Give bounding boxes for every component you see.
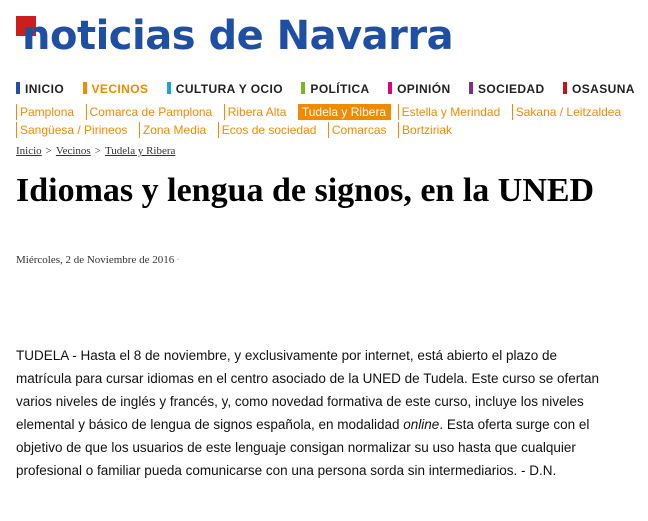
nav-item-osasuna[interactable] xyxy=(563,81,635,96)
nav-color-marker xyxy=(301,82,305,94)
nav-item-label: OPINIÓN xyxy=(397,82,451,96)
article-date-line xyxy=(16,254,180,266)
nav-color-marker xyxy=(469,82,473,94)
article-body-text: TUDELA - Hasta el 8 de noviembre, y exclusivamente por internet, está abierto el plazo de matrícula para cursar idiomas en el centro asociado de la UNED de Tudela. Este curso se ofertan varios niveles de inglés y francés, y, como novedad formativa de este curso, incluye los niveles elemental y básico de lengua de signos española, en modalidad xyxy=(16,348,600,432)
nav-item-label: SOCIEDAD xyxy=(478,82,545,96)
nav-color-marker xyxy=(388,82,392,94)
sub-nav-item-zona-media[interactable]: Zona Media xyxy=(139,122,211,138)
sub-nav-item-pamplona[interactable]: Pamplona xyxy=(16,104,79,120)
breadcrumb xyxy=(16,145,175,157)
nav-item-label: CULTURA Y OCIO xyxy=(175,82,283,96)
sub-nav-item-tudela-y-ribera[interactable]: Tudela y Ribera xyxy=(298,104,391,120)
nav-item-inicio[interactable] xyxy=(16,81,64,96)
nav-color-marker xyxy=(83,82,87,94)
site-logo[interactable] xyxy=(16,12,536,60)
sub-nav-row xyxy=(16,121,648,139)
nav-item-label: VECINOS xyxy=(91,82,149,96)
sub-nav-item-ribera-alta[interactable]: Ribera Alta xyxy=(224,104,292,120)
sub-nav-item-comarca-de-pamplona[interactable]: Comarca de Pamplona xyxy=(86,104,218,120)
sub-nav-item-comarcas[interactable]: Comarcas xyxy=(328,122,392,138)
breadcrumb-link-inicio[interactable]: Inicio xyxy=(16,145,42,157)
main-nav xyxy=(16,80,648,96)
nav-item-sociedad[interactable] xyxy=(469,81,545,96)
nav-item-label: OSASUNA xyxy=(572,82,635,96)
article-body xyxy=(16,344,606,482)
breadcrumb-separator: > xyxy=(45,145,52,157)
nav-color-marker xyxy=(16,82,20,94)
sub-nav xyxy=(16,103,648,139)
sub-nav-item-sanguesa-pirineos[interactable]: Sangüesa / Pirineos xyxy=(16,122,132,138)
article-body-text: . Esta oferta surge con el objetivo de que los usuarios de este lenguaje consigan normalizar su uso hasta que cualquier profesional o familiar pueda comunicarse con una persona sorda sin intermediarios. - D.N. xyxy=(16,417,590,478)
site-title: noticias de Navarra xyxy=(22,13,454,59)
date-dot-icon: · xyxy=(176,254,180,266)
nav-color-marker xyxy=(563,82,567,94)
breadcrumb-separator: > xyxy=(94,145,101,157)
sub-nav-item-estella-y-merindad[interactable]: Estella y Merindad xyxy=(398,104,506,120)
nav-item-politica[interactable] xyxy=(301,81,369,96)
sub-nav-item-bortziriak[interactable]: Bortziriak xyxy=(398,122,457,138)
sub-nav-item-sakana-leitzaldea[interactable]: Sakana / Leitzaldea xyxy=(512,104,626,120)
nav-item-vecinos[interactable] xyxy=(83,81,149,96)
article-body-emphasis: online xyxy=(403,417,440,432)
breadcrumb-link-tudela-y-ribera[interactable]: Tudela y Ribera xyxy=(104,145,176,157)
nav-item-cultura-y-ocio[interactable] xyxy=(167,81,283,96)
breadcrumb-link-vecinos[interactable]: Vecinos xyxy=(55,145,91,157)
sub-nav-row xyxy=(16,103,648,121)
nav-item-opinion[interactable] xyxy=(388,81,450,96)
nav-color-marker xyxy=(167,82,171,94)
sub-nav-item-ecos-de-sociedad[interactable]: Ecos de sociedad xyxy=(218,122,322,138)
nav-item-label: POLÍTICA xyxy=(310,82,370,96)
article-date: Miércoles, 2 de Noviembre de 2016 xyxy=(16,254,175,266)
nav-item-label: INICIO xyxy=(25,82,65,96)
article-title: Idiomas y lengua de signos, en la UNED xyxy=(16,172,595,209)
